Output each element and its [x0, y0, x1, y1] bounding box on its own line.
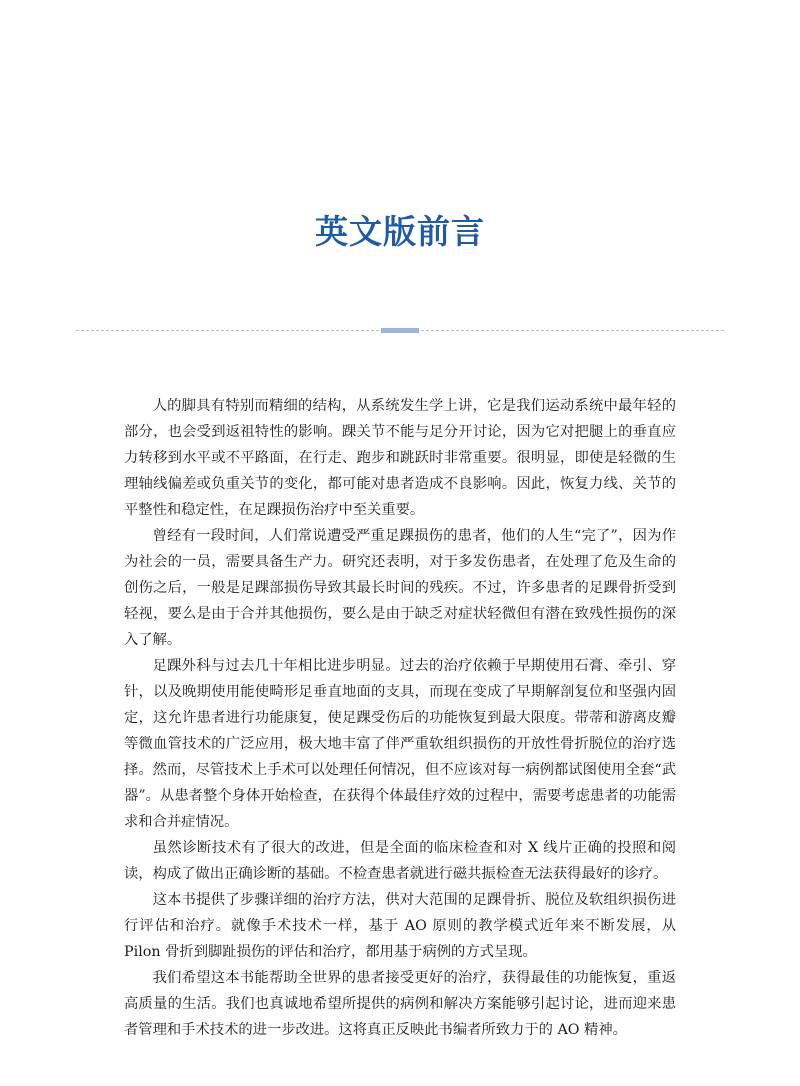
paragraph: 虽然诊断技术有了很大的改进，但是全面的临床检查和对 X 线片正确的投照和阅读，构成了做出正确诊断的基础。不检查患者就进行磁共振检查无法获得最好的诊疗。 — [124, 840, 676, 882]
paragraph: 足踝外科与过去几十年相比进步明显。过去的治疗依赖于早期使用石膏、牵引、穿针，以及晚期使用能使畸形足垂直地面的支具，而现在变成了早期解剖复位和坚强内固定，这允许患者进行功能康复，使足踝受伤后的功能恢复到最大限度。带蒂和游离皮瓣等微血管技术的广泛应用，极大地丰富了伴严重软组织损伤的开放性骨折脱位的治疗选择。然而，尽管技术上手术可以处理任何情况，但不应该对每一病例都试图使用全套“武器”。从患者整个身体开始检查，在获得个体最佳疗效的过程中，需要考虑患者的功能需求和合并症情况。 — [124, 658, 676, 830]
paragraph: 我们希望这本书能帮助全世界的患者接受更好的治疗，获得最佳的功能恢复，重返高质量的生活。我们也真诚地希望所提供的病例和解决方案能够引起讨论，进而迎来患者管理和手术技术的进一步改进。这将真正反映此书编者所致力于的 AO 精神。 — [124, 970, 676, 1038]
paragraph: 这本书提供了步骤详细的治疗方法，供对大范围的足踝骨折、脱位及软组织损伤进行评估和治疗。就像手术技术一样，基于 AO 原则的教学模式近年来不断发展，从 Pilon 骨折到脚趾损伤的评估和治疗，都用基于病例的方式呈现。 — [124, 892, 676, 960]
divider-accent-bar — [381, 328, 419, 333]
preface-body — [124, 393, 676, 1043]
paragraph: 人的脚具有特别而精细的结构，从系统发生学上讲，它是我们运动系统中最年轻的部分，也会受到返祖特性的影响。踝关节不能与足分开讨论，因为它对把腿上的垂直应力转移到水平或不平路面，在行走、跑步和跳跃时非常重要。很明显，即使是轻微的生理轴线偏差或负重关节的变化，都可能对患者造成不良影响。因此，恢复力线、关节的平整性和稳定性，在足踝损伤治疗中至关重要。 — [124, 398, 676, 518]
page-title: 英文版前言 — [315, 212, 485, 251]
paragraph: 曾经有一段时间，人们常说遭受严重足踝损伤的患者，他们的人生“完了”，因为作为社会的一员，需要具备生产力。研究还表明，对于多发伤患者，在处理了危及生命的创伤之后，一般是足踝部损伤导致其最长时间的残疾。不过，许多患者的足踝骨折受到轻视，要么是由于合并其他损伤，要么是由于缺乏对症状轻微但有潜在致残性损伤的深入了解。 — [124, 528, 676, 648]
